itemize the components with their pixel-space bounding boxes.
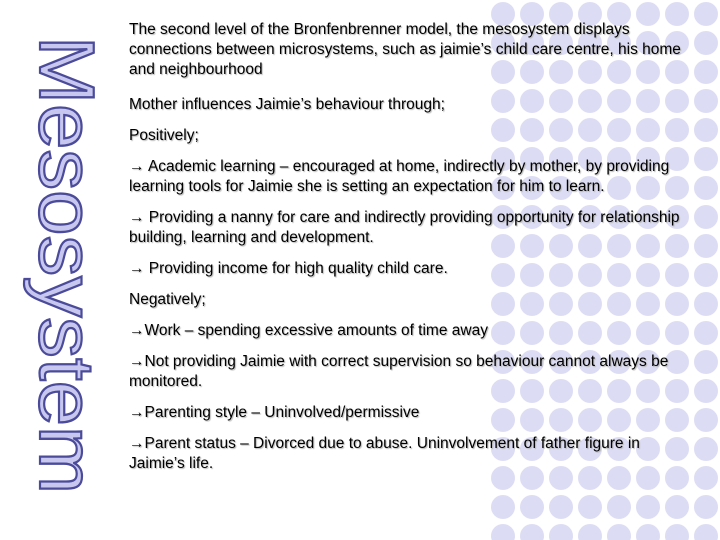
decorative-circle bbox=[520, 495, 544, 519]
decorative-circle bbox=[694, 495, 718, 519]
decorative-circle bbox=[694, 205, 718, 229]
decorative-circle bbox=[491, 524, 515, 540]
decorative-circle bbox=[665, 495, 689, 519]
decorative-circle bbox=[694, 89, 718, 113]
negative-item-text: Not providing Jaimie with correct supervision so behaviour cannot always be monitored. bbox=[129, 353, 669, 390]
decorative-circle bbox=[694, 379, 718, 403]
decorative-circle bbox=[694, 234, 718, 258]
arrow-icon: → bbox=[129, 322, 145, 339]
decorative-circle bbox=[578, 495, 602, 519]
slide-body bbox=[129, 20, 685, 485]
negative-item-text: Parent status – Divorced due to abuse. Uninvolvement of father figure in Jaimie’s life. bbox=[129, 435, 640, 472]
negative-item bbox=[129, 434, 685, 474]
decorative-circle bbox=[694, 437, 718, 461]
positive-item bbox=[129, 157, 685, 197]
decorative-circle bbox=[607, 495, 631, 519]
decorative-circle bbox=[694, 176, 718, 200]
arrow-icon: → bbox=[129, 260, 145, 277]
decorative-circle bbox=[694, 2, 718, 26]
decorative-circle bbox=[694, 466, 718, 490]
side-title-text: Mesosystem bbox=[23, 36, 111, 474]
decorative-circle bbox=[694, 292, 718, 316]
positive-heading: Positively; bbox=[129, 127, 199, 144]
intro-paragraph: The second level of the Bronfenbrenner model, the mesosystem displays connections between microsystems, such as jaimie’s child care centre, his home and neighbourhood bbox=[129, 21, 681, 78]
arrow-icon: → bbox=[129, 158, 145, 175]
arrow-icon: → bbox=[129, 435, 145, 452]
decorative-circle bbox=[607, 524, 631, 540]
lead-text: Mother influences Jaimie’s behaviour through; bbox=[129, 96, 445, 113]
negative-item-text: Work – spending excessive amounts of time away bbox=[144, 322, 488, 339]
positive-item-text: Academic learning – encouraged at home, indirectly by mother, by providing learning tools for Jaimie she is setting an expectation for him to learn. bbox=[129, 158, 670, 195]
decorative-circle bbox=[694, 60, 718, 84]
negative-item bbox=[129, 352, 685, 392]
decorative-circle bbox=[636, 524, 660, 540]
negative-item bbox=[129, 403, 685, 423]
negative-item-text: Parenting style – Uninvolved/permissive bbox=[144, 404, 420, 421]
decorative-circle bbox=[694, 321, 718, 345]
negative-item bbox=[129, 321, 685, 341]
decorative-circle bbox=[578, 524, 602, 540]
positive-item bbox=[129, 208, 685, 248]
arrow-icon: → bbox=[129, 209, 145, 226]
decorative-circle bbox=[665, 524, 689, 540]
decorative-circle bbox=[491, 495, 515, 519]
arrow-icon: → bbox=[129, 404, 145, 421]
decorative-circle bbox=[694, 350, 718, 374]
decorative-circle bbox=[694, 524, 718, 540]
side-title bbox=[22, 16, 111, 496]
decorative-circle bbox=[694, 408, 718, 432]
decorative-circle bbox=[636, 495, 660, 519]
decorative-circle bbox=[694, 31, 718, 55]
positive-item-text: Providing a nanny for care and indirectly providing opportunity for relationship building, learning and development. bbox=[129, 209, 680, 246]
decorative-circle bbox=[694, 118, 718, 142]
decorative-circle bbox=[549, 524, 573, 540]
positive-item bbox=[129, 259, 685, 279]
decorative-circle bbox=[549, 495, 573, 519]
decorative-circle bbox=[520, 524, 544, 540]
decorative-circle bbox=[694, 263, 718, 287]
negative-heading: Negatively; bbox=[129, 291, 206, 308]
decorative-circle bbox=[694, 147, 718, 171]
positive-item-text: Providing income for high quality child care. bbox=[144, 260, 448, 277]
arrow-icon: → bbox=[129, 353, 145, 370]
